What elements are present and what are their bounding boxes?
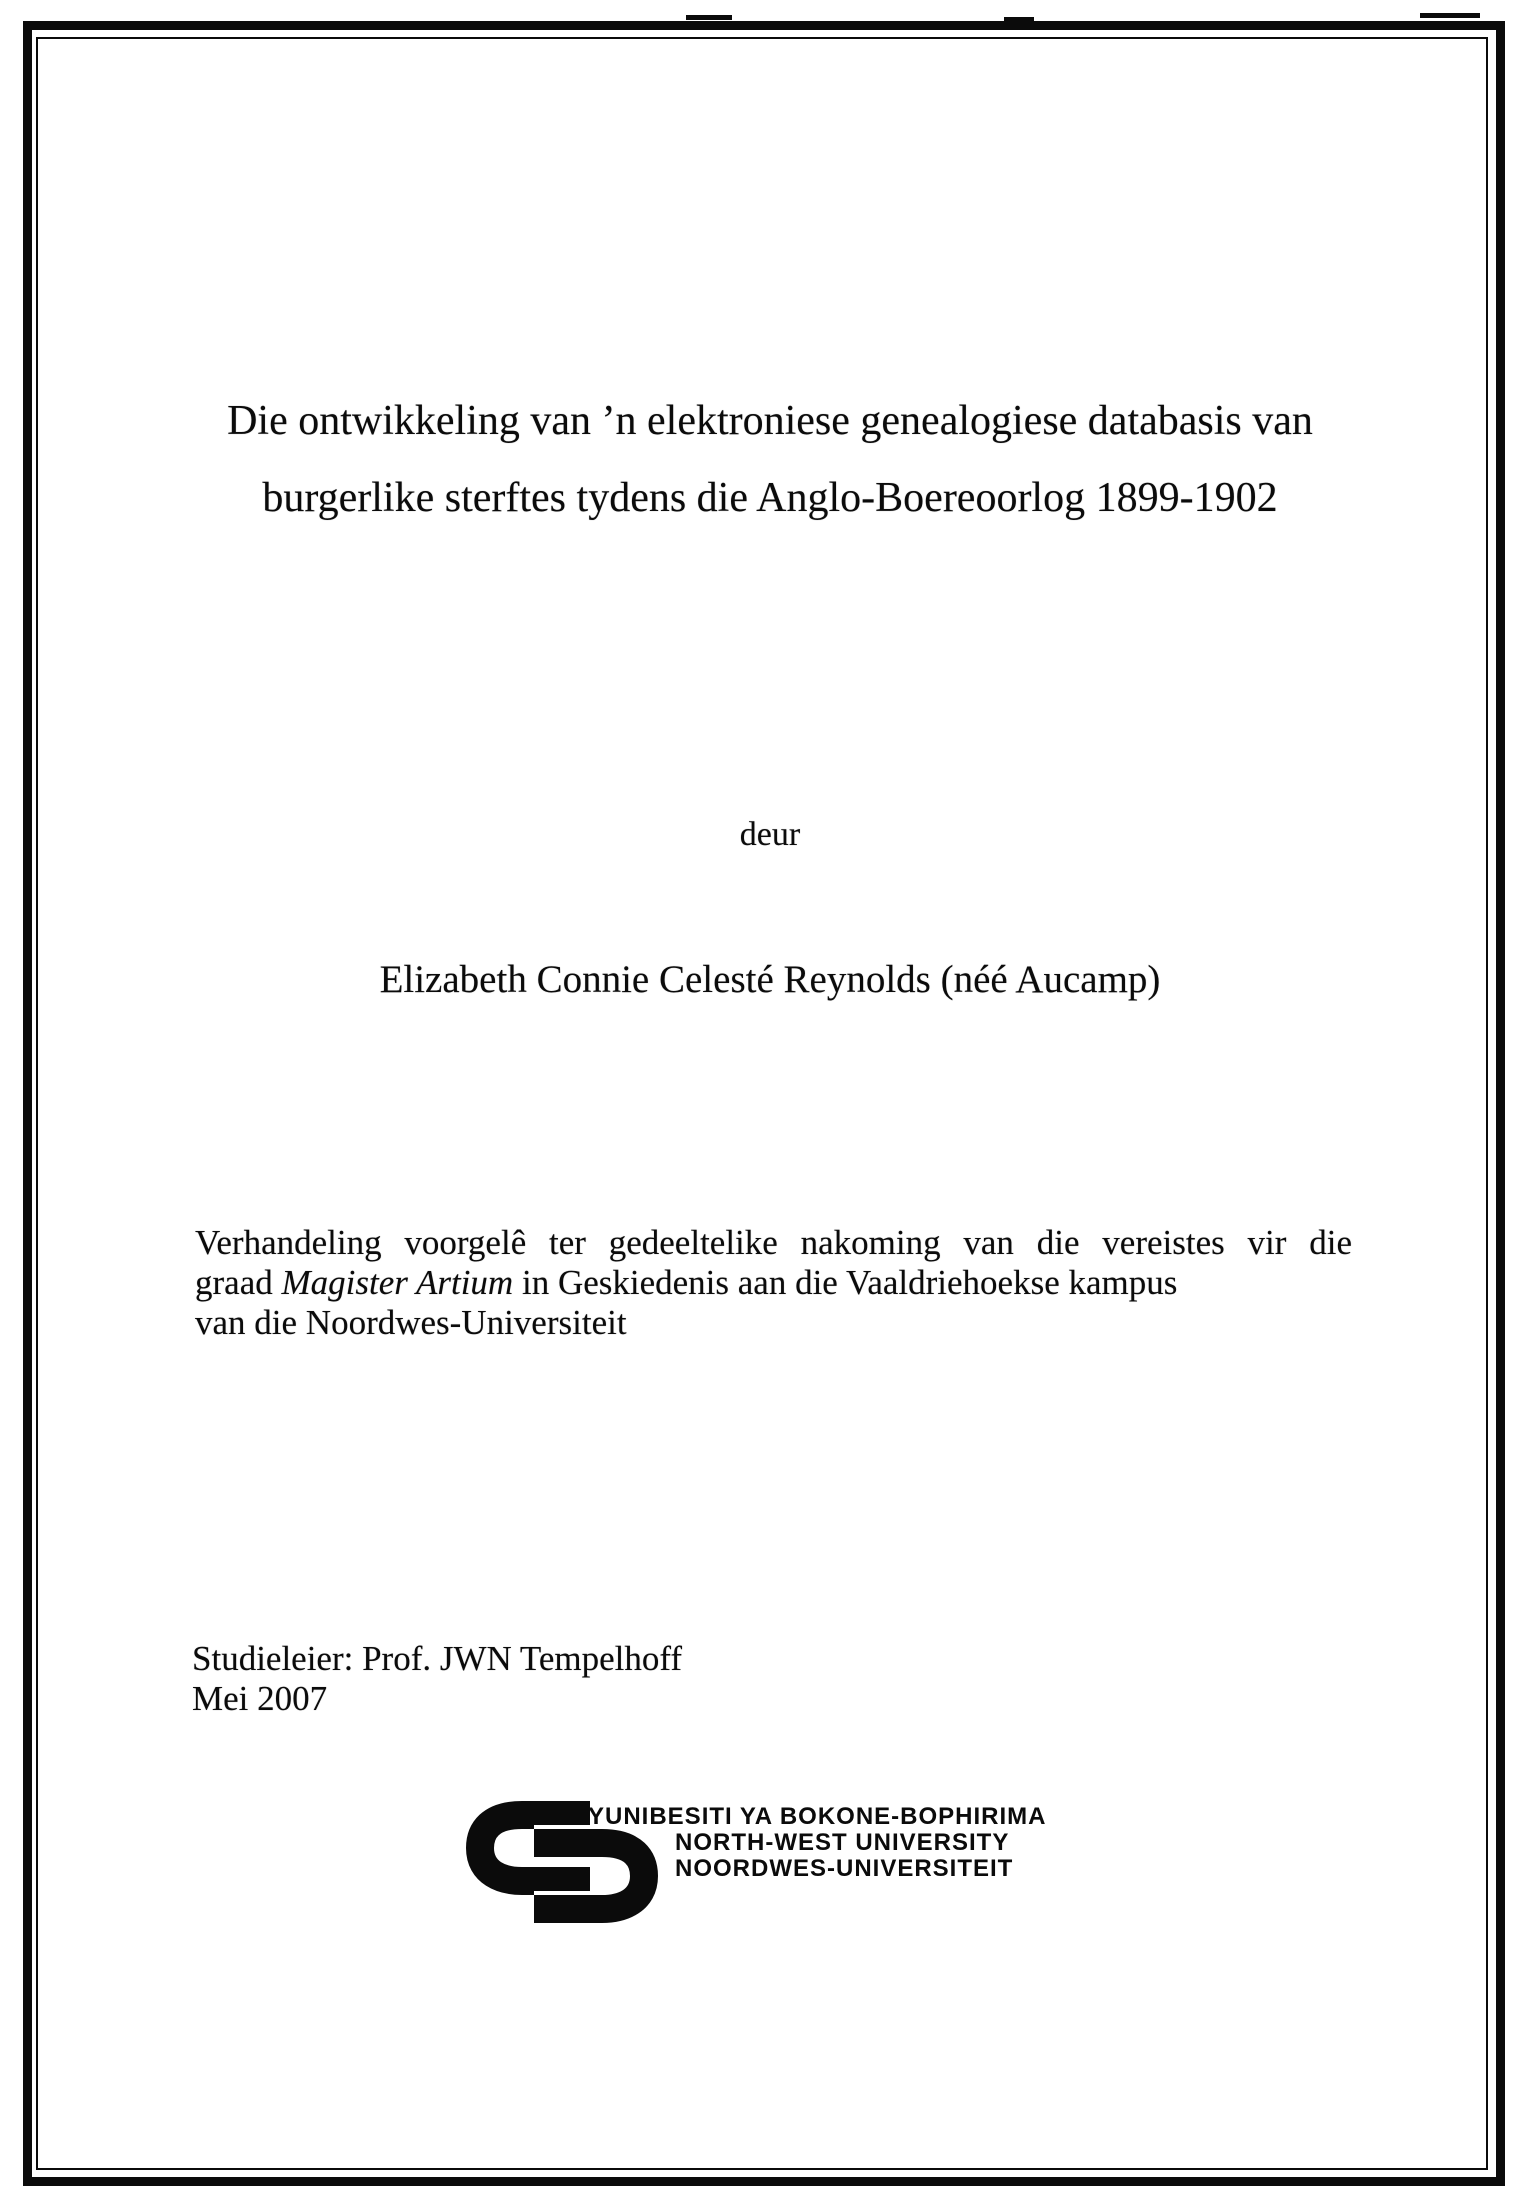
thesis-title <box>185 383 1355 537</box>
logo-text-afrikaans: NOORDWES-UNIVERSITEIT <box>675 1855 1014 1882</box>
university-logo <box>462 1797 1142 1942</box>
logo-text-setswana: YUNIBESITI YA BOKONE-BOPHIRIMA <box>588 1803 1047 1830</box>
declaration-paragraph <box>195 1223 1352 1343</box>
supervisor-line: Studieleier: Prof. JWN Tempelhoff <box>192 1639 683 1678</box>
thesis-title-line1: Die ontwikkeling van ’n elektroniese genealogiese databasis van <box>227 398 1313 444</box>
degree-name: Magister Artium <box>281 1263 514 1302</box>
declaration-line3: van die Noordwes-Universiteit <box>195 1303 627 1342</box>
scan-artifact <box>1004 17 1034 21</box>
byline-label: deur <box>739 816 801 853</box>
logo-text-english: NORTH-WEST UNIVERSITY <box>675 1829 1010 1856</box>
supervisor-block <box>192 1639 682 1719</box>
declaration-line2 <box>195 1263 1352 1303</box>
thesis-title-line2: burgerlike sterftes tydens die Anglo-Boereoorlog 1899-1902 <box>262 475 1278 521</box>
declaration-line2-pre: graad <box>195 1263 282 1302</box>
declaration-line2-post: in Geskiedenis aan die Vaaldriehoekse kampus <box>513 1263 1178 1302</box>
scan-artifact <box>1420 13 1480 18</box>
scan-artifact <box>686 15 732 20</box>
author-name: Elizabeth Connie Celesté Reynolds (néé Aucamp) <box>379 958 1161 1001</box>
date-line: Mei 2007 <box>192 1679 328 1718</box>
declaration-line1: Verhandeling voorgelê ter gedeeltelike nakoming van die vereistes vir die <box>195 1223 1352 1262</box>
